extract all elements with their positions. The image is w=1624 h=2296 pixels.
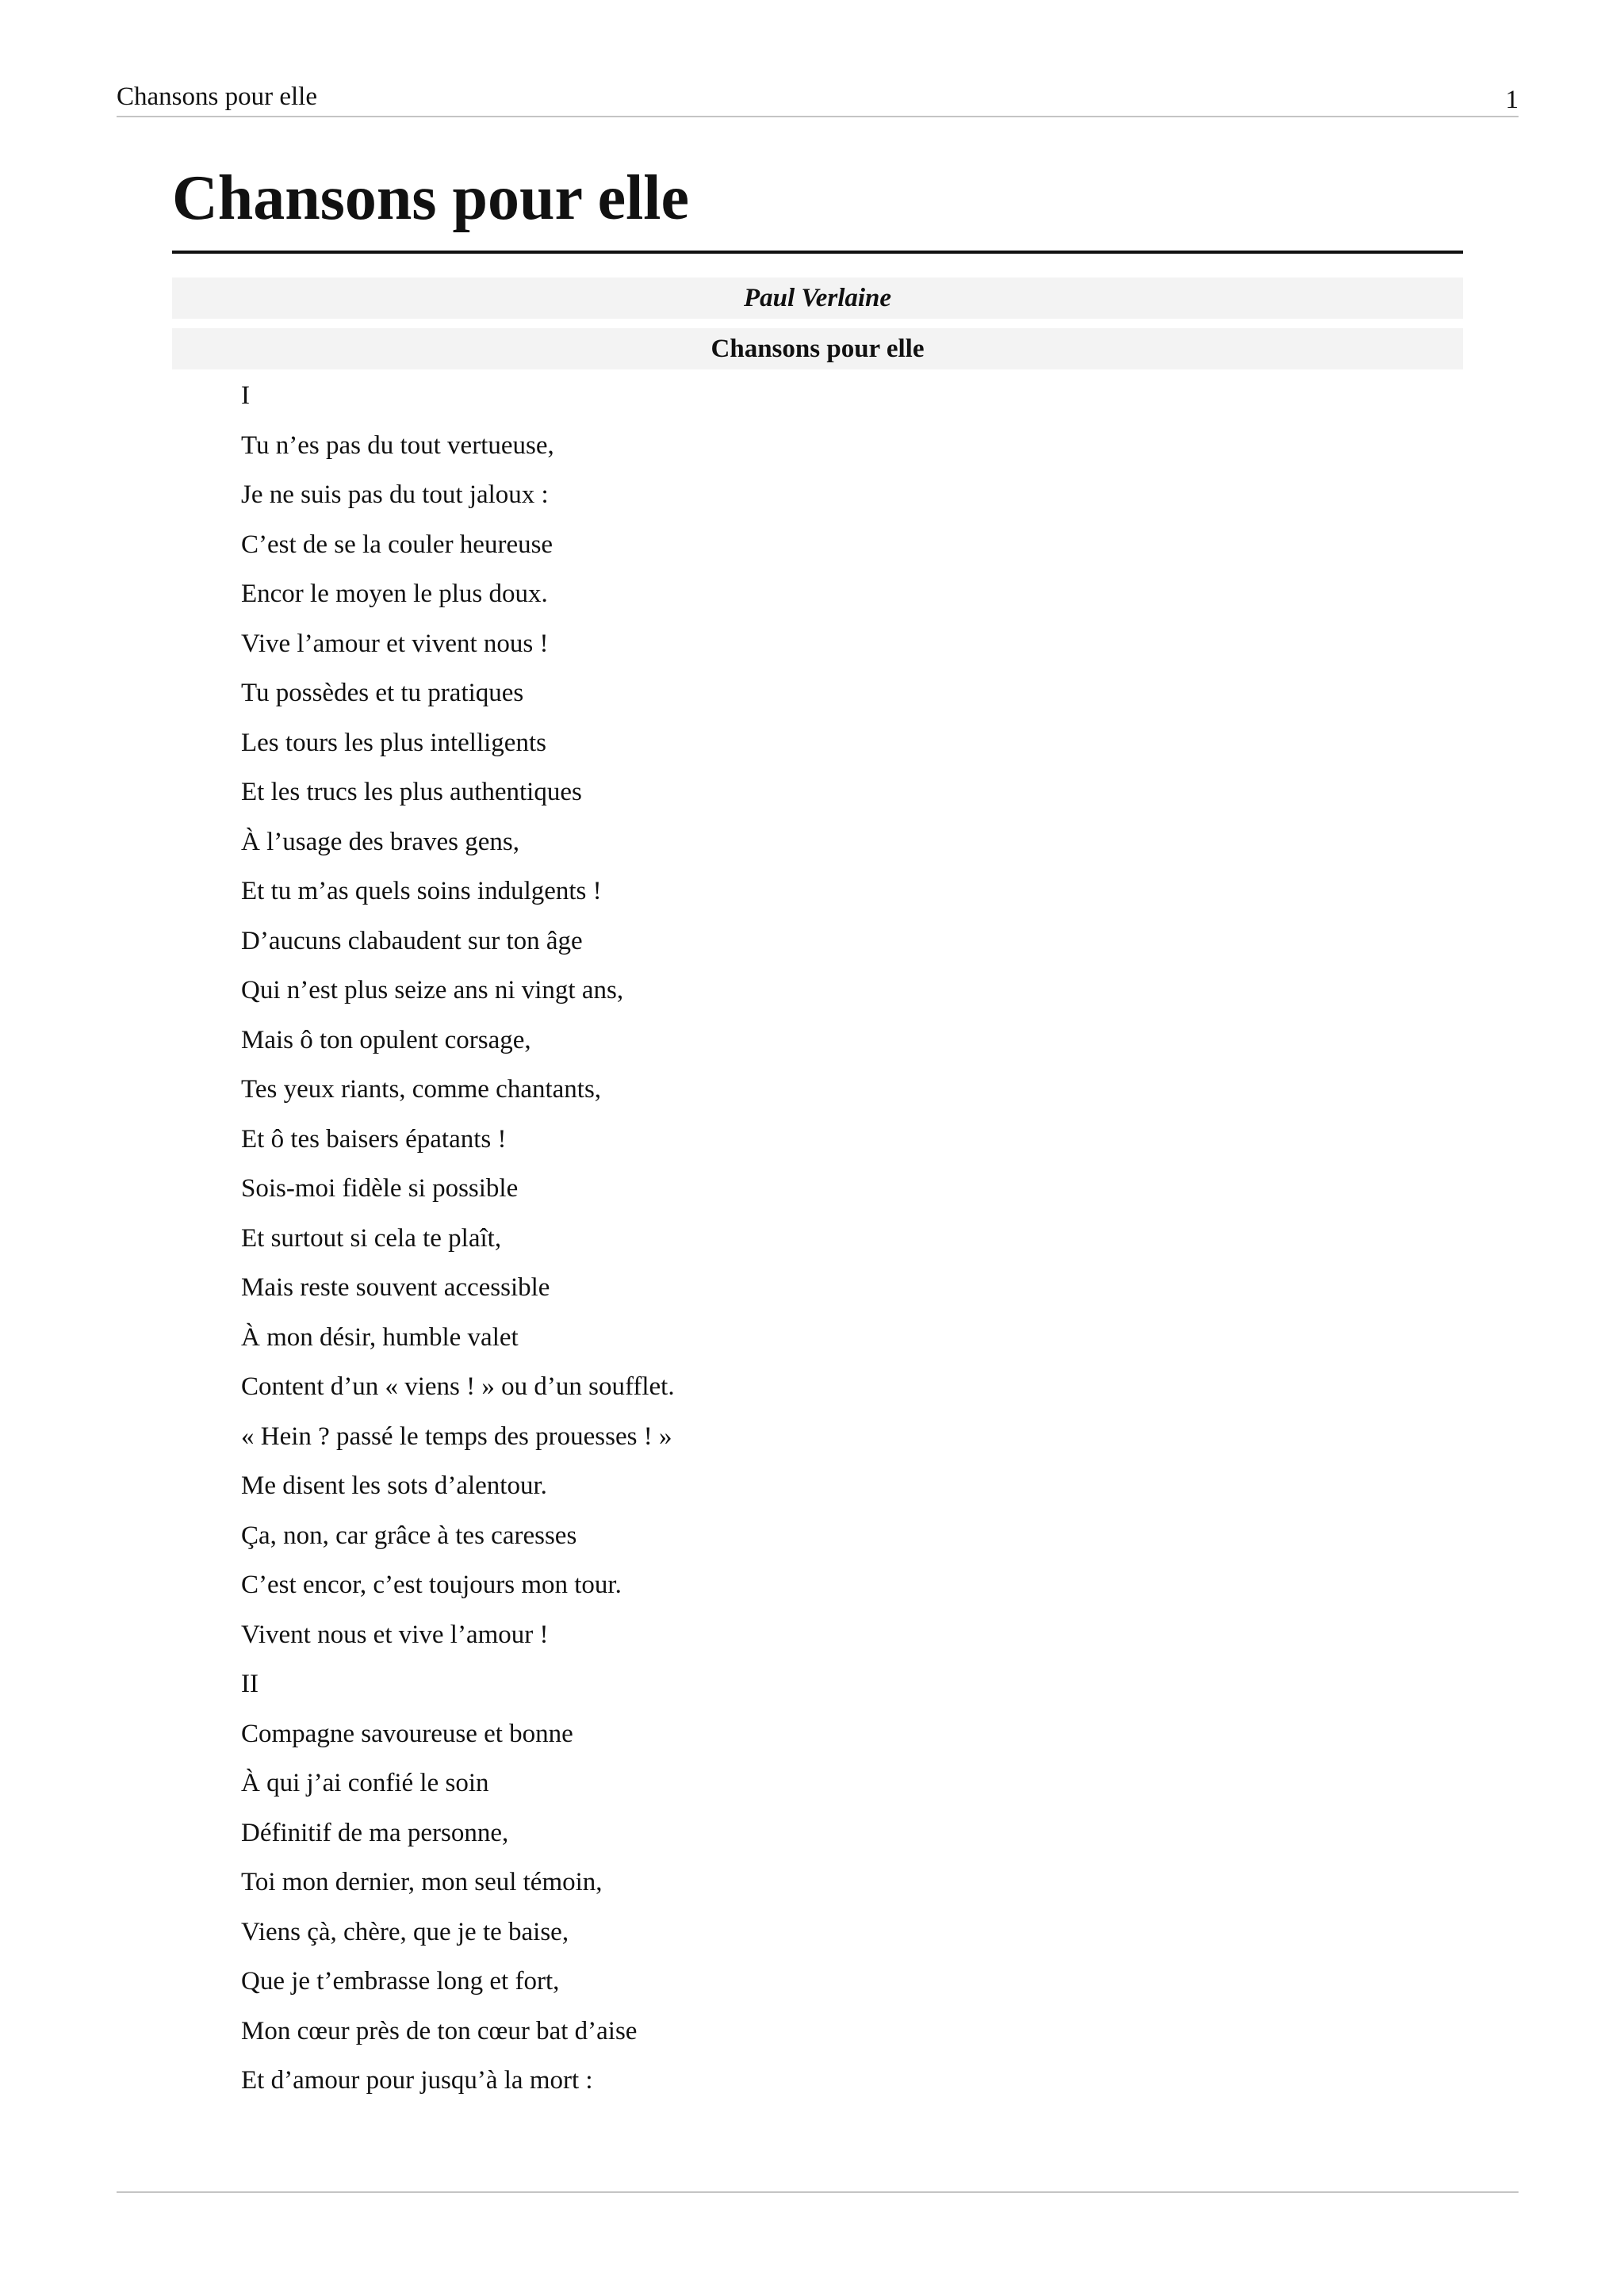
poem-line: Et d’amour pour jusqu’à la mort :	[241, 2066, 593, 2095]
poem-line: Toi mon dernier, mon seul témoin,	[241, 1868, 603, 1896]
poem-line: Et surtout si cela te plaît,	[241, 1223, 502, 1253]
poem-line: Et tu m’as quels soins indulgents !	[241, 877, 602, 905]
poem-line: Vive l’amour et vivent nous !	[241, 629, 549, 658]
poem-line: À l’usage des braves gens,	[241, 827, 519, 856]
poem-line: Que je t’embrasse long et fort,	[241, 1967, 560, 1996]
poem-line: Viens çà, chère, que je te baise,	[241, 1917, 569, 1946]
poem-line: Mais ô ton opulent corsage,	[241, 1025, 531, 1054]
poem-line: Compagne savoureuse et bonne	[241, 1719, 573, 1748]
poem-line: D’aucuns clabaudent sur ton âge	[241, 926, 583, 955]
poem-line: Ça, non, car grâce à tes caresses	[241, 1521, 577, 1550]
poem-body	[241, 371, 1431, 2106]
poem-line: Mais reste souvent accessible	[241, 1273, 550, 1302]
section-numeral: II	[241, 1670, 259, 1698]
poem-line: Tes yeux riants, comme chantants,	[241, 1075, 602, 1104]
poem-line: Qui n’est plus seize ans ni vingt ans,	[241, 976, 624, 1004]
poem-line: Vivent nous et vive l’amour !	[241, 1620, 549, 1649]
poem-line: Je ne suis pas du tout jaloux :	[241, 480, 549, 509]
poem-line: Me disent les sots d’alentour.	[241, 1471, 547, 1500]
poem-line: Définitif de ma personne,	[241, 1818, 509, 1847]
page-number: 1	[1505, 86, 1519, 114]
poem-line: Et les trucs les plus authentiques	[241, 778, 582, 806]
author-name: Paul Verlaine	[743, 284, 892, 312]
page-title-block	[172, 160, 1463, 254]
poem-line: Et ô tes baisers épatants !	[241, 1124, 507, 1154]
running-title: Chansons pour elle	[117, 82, 317, 111]
poem-line: Tu possèdes et tu pratiques	[241, 679, 524, 707]
poem-line: Sois-moi fidèle si possible	[241, 1174, 519, 1203]
poem-line: À qui j’ai confié le soin	[241, 1769, 489, 1797]
section-numeral: I	[241, 381, 250, 410]
running-header	[117, 78, 1519, 117]
poem-line: À mon désir, humble valet	[241, 1322, 519, 1352]
poem-line: Encor le moyen le plus doux.	[241, 580, 548, 608]
author-bar	[172, 277, 1463, 319]
poem-line: Content d’un « viens ! » ou d’un soufflet.	[241, 1372, 675, 1401]
poem-line: C’est encor, c’est toujours mon tour.	[241, 1571, 622, 1599]
collection-bar	[172, 328, 1463, 369]
collection-title: Chansons pour elle	[710, 335, 925, 363]
footer-rule	[117, 2191, 1519, 2193]
poem-line: Les tours les plus intelligents	[241, 728, 546, 757]
poem-line: Mon cœur près de ton cœur bat d’aise	[241, 2016, 638, 2045]
poem-line: C’est de se la couler heureuse	[241, 530, 553, 559]
poem-line: Tu n’es pas du tout vertueuse,	[241, 430, 554, 460]
page-title: Chansons pour elle	[172, 163, 690, 233]
poem-line: « Hein ? passé le temps des prouesses ! »	[241, 1422, 672, 1451]
